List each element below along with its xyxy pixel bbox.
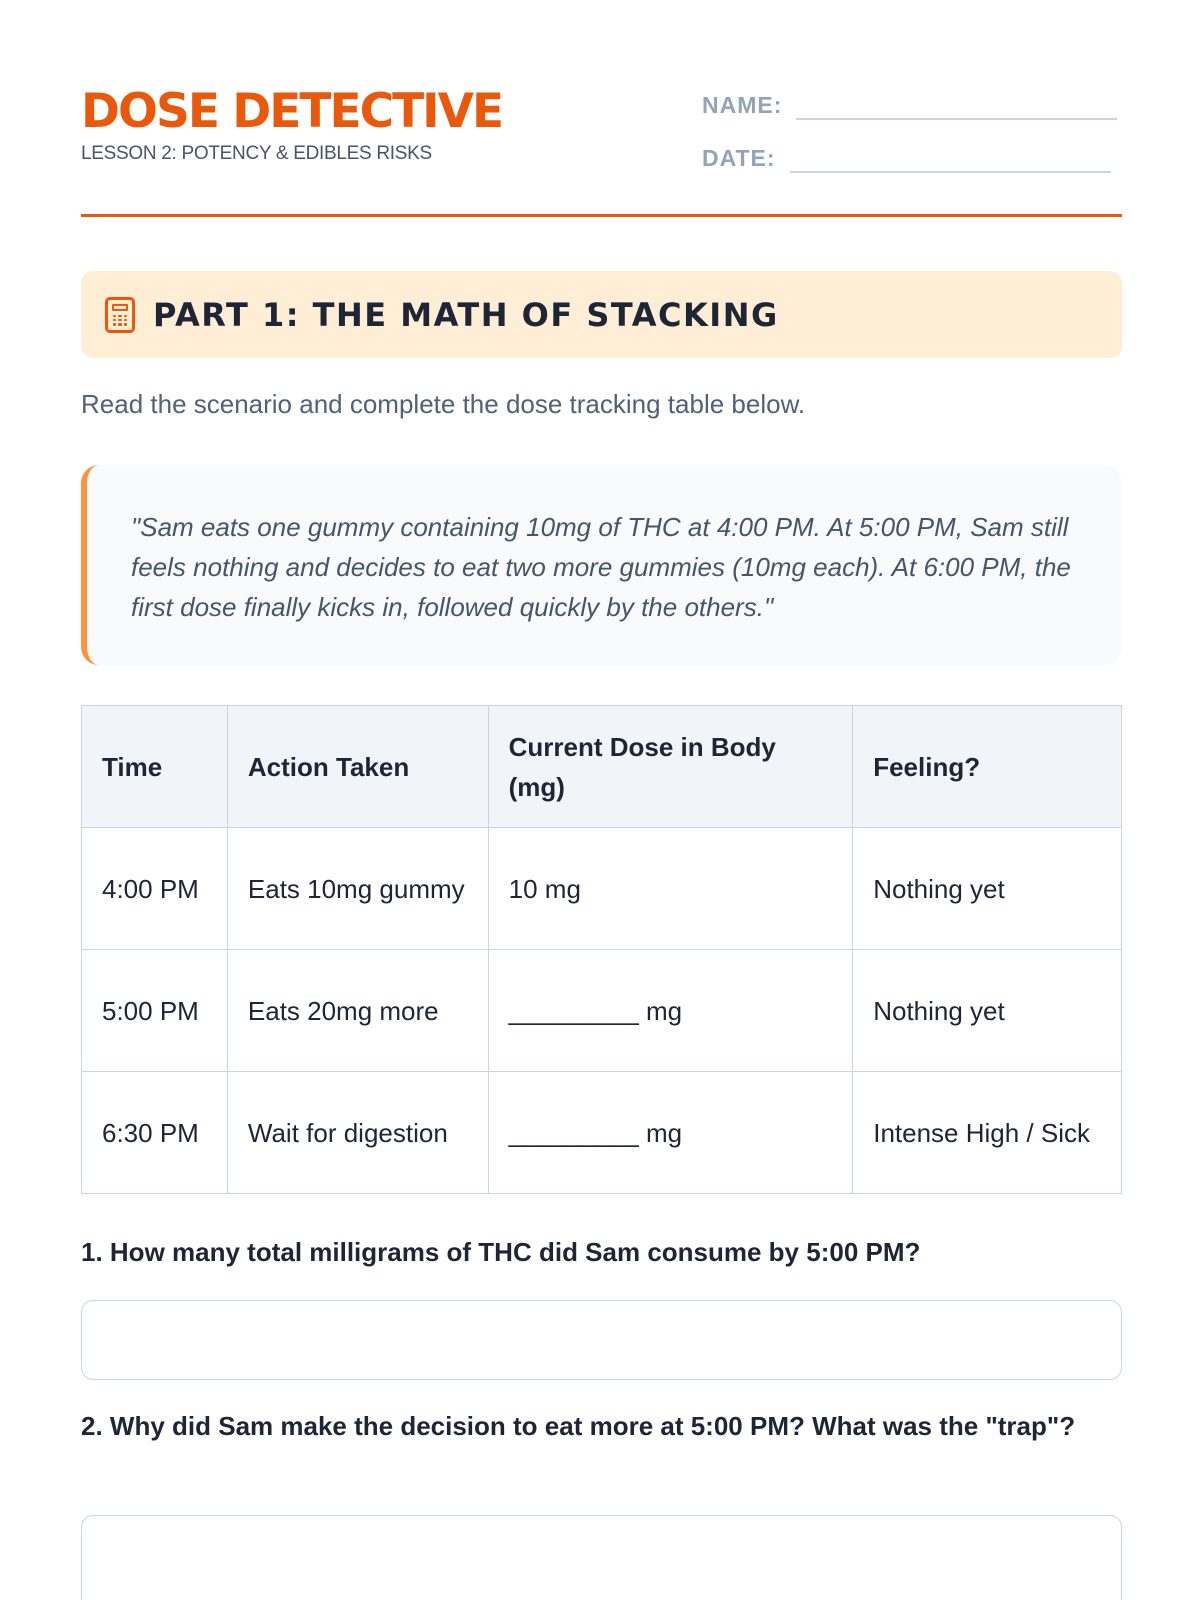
question-1: 1. How many total milligrams of THC did Sam consume by 5:00 PM? xyxy=(81,1237,921,1267)
header-action: Action Taken xyxy=(227,706,488,828)
name-label: NAME: xyxy=(702,92,783,118)
cell-dose-blank[interactable]: _________ mg xyxy=(488,1072,853,1194)
date-label: DATE: xyxy=(702,145,776,171)
header-feeling: Feeling? xyxy=(853,706,1122,828)
cell-feeling: Intense High / Sick xyxy=(853,1072,1122,1194)
calculator-icon xyxy=(105,297,135,333)
cell-action: Eats 20mg more xyxy=(227,950,488,1072)
dose-tracking-table xyxy=(81,705,1122,1194)
cell-time: 6:30 PM xyxy=(82,1072,228,1194)
lesson-subtitle: LESSON 2: POTENCY & EDIBLES RISKS xyxy=(81,143,432,164)
header-time: Time xyxy=(82,706,228,828)
worksheet-title: DOSE DETECTIVE xyxy=(81,84,503,139)
cell-feeling: Nothing yet xyxy=(853,950,1122,1072)
name-input-line[interactable] xyxy=(796,86,1117,120)
part1-title: PART 1: THE MATH OF STACKING xyxy=(153,295,779,334)
table-row xyxy=(82,828,1122,950)
header-dose: Current Dose in Body (mg) xyxy=(488,706,853,828)
cell-time: 4:00 PM xyxy=(82,828,228,950)
answer-box-1[interactable] xyxy=(81,1300,1122,1380)
date-input-line[interactable] xyxy=(790,139,1111,173)
cell-time: 5:00 PM xyxy=(82,950,228,1072)
date-field xyxy=(702,139,1111,173)
cell-action: Eats 10mg gummy xyxy=(227,828,488,950)
table-header-row xyxy=(82,706,1122,828)
cell-dose: 10 mg xyxy=(488,828,853,950)
cell-feeling: Nothing yet xyxy=(853,828,1122,950)
scenario-box xyxy=(81,465,1122,665)
cell-action: Wait for digestion xyxy=(227,1072,488,1194)
table-row xyxy=(82,1072,1122,1194)
worksheet-header xyxy=(81,0,1122,217)
part1-header xyxy=(81,271,1122,358)
scenario-text: "Sam eats one gummy containing 10mg of THC at 4:00 PM. At 5:00 PM, Sam still feels nothing and decides to eat two more gummies (10mg each). At 6:00 PM, the first dose finally kicks in, followed quickly by the others." xyxy=(131,512,1071,622)
answer-box-2[interactable] xyxy=(81,1515,1122,1600)
name-field xyxy=(702,86,1117,120)
cell-dose-blank[interactable]: _________ mg xyxy=(488,950,853,1072)
question-2: 2. Why did Sam make the decision to eat more at 5:00 PM? What was the "trap"? xyxy=(81,1411,1076,1441)
worksheet-page xyxy=(81,0,1122,1441)
instructions-text: Read the scenario and complete the dose tracking table below. xyxy=(81,389,806,419)
table-row xyxy=(82,950,1122,1072)
